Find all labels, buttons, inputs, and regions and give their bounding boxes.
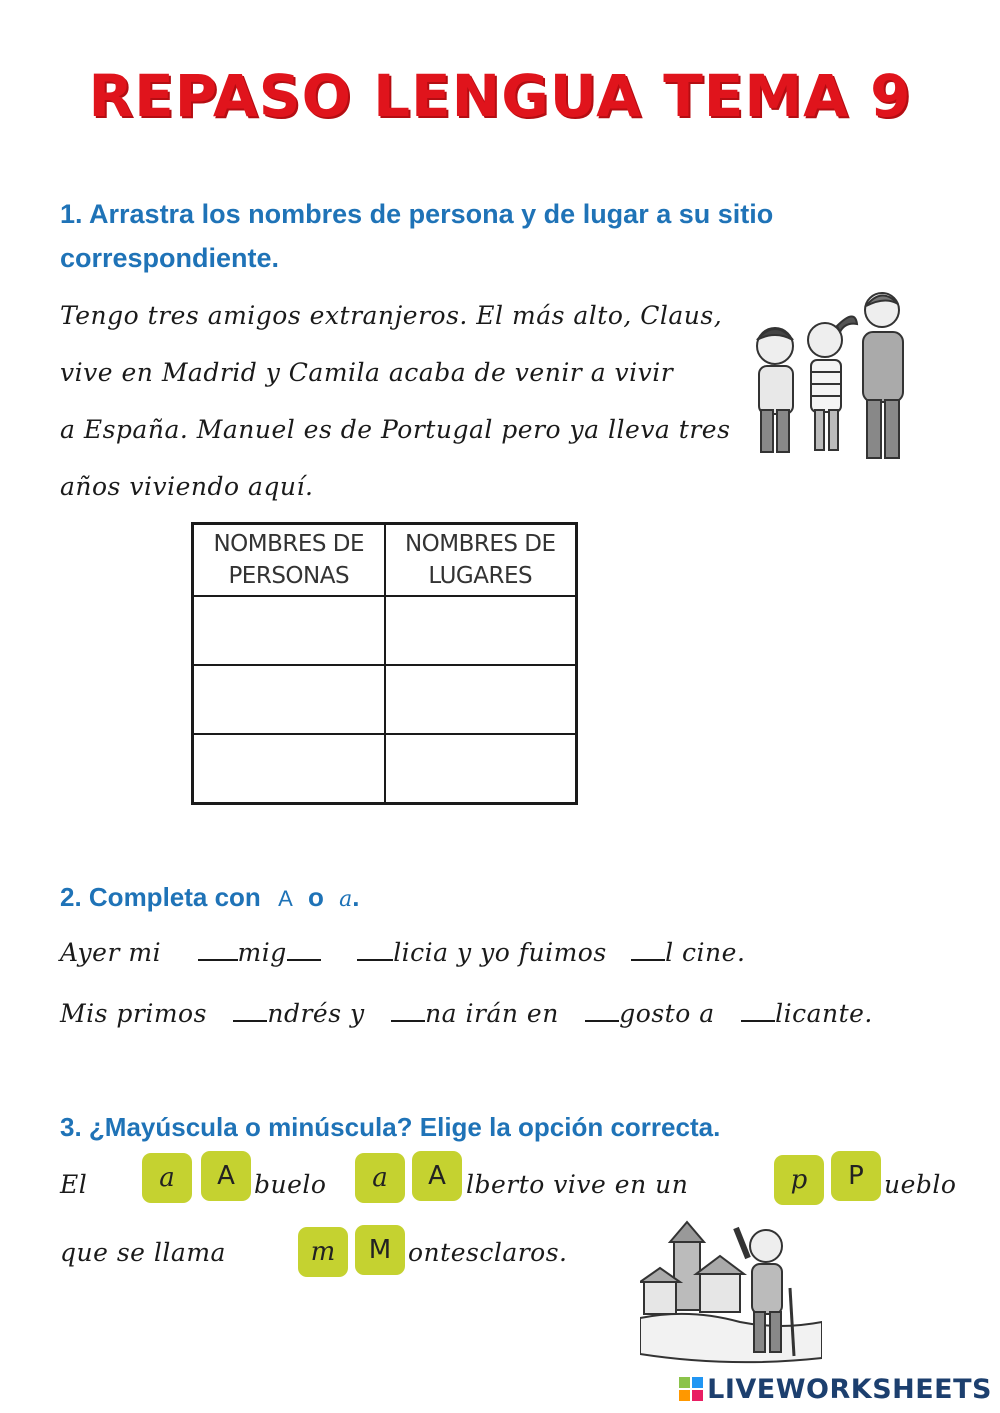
heading-text: 2. Completa con bbox=[60, 882, 261, 912]
choice-word: buelo bbox=[254, 1170, 327, 1199]
names-table bbox=[191, 522, 578, 805]
liveworksheets-logo bbox=[679, 1374, 992, 1405]
paragraph-line: vive en Madrid y Camila acaba de venir a vivir bbox=[60, 358, 674, 387]
blank-input[interactable] bbox=[198, 937, 238, 961]
drop-cell-persona[interactable] bbox=[193, 665, 385, 734]
choice-word: lberto vive en un bbox=[466, 1170, 689, 1199]
header-text: NOMBRES DE bbox=[213, 531, 365, 557]
connector-text: o bbox=[307, 882, 324, 912]
option-button-uppercase[interactable]: P bbox=[831, 1151, 881, 1201]
section1-heading-line1: 1. Arrastra los nombres de persona y de lugar a su sitio bbox=[60, 199, 774, 229]
sentence-text: na irán en bbox=[425, 999, 559, 1028]
column-header-lugares bbox=[385, 524, 577, 597]
sentence-text: licante. bbox=[775, 999, 873, 1028]
sentence-text: ndrés y bbox=[267, 999, 365, 1028]
heading-text: . bbox=[352, 882, 360, 912]
section1-heading-line2: correspondiente. bbox=[60, 243, 280, 273]
blank-input[interactable] bbox=[391, 998, 425, 1022]
paragraph-line: años viviendo aquí. bbox=[60, 472, 314, 501]
header-text: NOMBRES DE bbox=[404, 531, 556, 557]
brand-name: LIVEWORKSHEETS bbox=[707, 1374, 992, 1405]
table-row bbox=[193, 665, 577, 734]
option-button-lowercase[interactable]: a bbox=[142, 1153, 192, 1203]
option-lower-label: a bbox=[339, 887, 353, 912]
sentence-text: l cine. bbox=[665, 938, 746, 967]
blank-input[interactable] bbox=[741, 998, 775, 1022]
drop-cell-persona[interactable] bbox=[193, 596, 385, 665]
section1-paragraph bbox=[60, 287, 740, 515]
drop-cell-lugar[interactable] bbox=[385, 734, 577, 804]
choice-word: ontesclaros. bbox=[408, 1238, 568, 1267]
paragraph-line: Tengo tres amigos extranjeros. El más alto, Claus, bbox=[60, 301, 723, 330]
drop-cell-persona[interactable] bbox=[193, 734, 385, 804]
option-button-lowercase[interactable]: a bbox=[355, 1153, 405, 1203]
page-title: REPASO LENGUA TEMA 9 bbox=[88, 62, 912, 130]
section3-heading: 3. ¿Mayúscula o minúscula? Elige la opción correcta. bbox=[60, 1112, 721, 1142]
option-button-lowercase[interactable]: p bbox=[774, 1155, 824, 1205]
blank-input[interactable] bbox=[631, 937, 665, 961]
section2-heading bbox=[60, 875, 359, 922]
header-text: LUGARES bbox=[428, 563, 533, 589]
blank-input[interactable] bbox=[357, 937, 393, 961]
completion-line-2 bbox=[60, 998, 873, 1028]
blank-input[interactable] bbox=[233, 998, 267, 1022]
option-button-uppercase[interactable]: M bbox=[355, 1225, 405, 1275]
completion-line-1 bbox=[60, 937, 745, 967]
choice-word: El bbox=[60, 1170, 88, 1199]
choice-word: que se llama bbox=[60, 1238, 226, 1267]
choice-word: ueblo bbox=[884, 1170, 957, 1199]
drop-cell-lugar[interactable] bbox=[385, 665, 577, 734]
drop-cell-lugar[interactable] bbox=[385, 596, 577, 665]
three-children-illustration bbox=[745, 288, 920, 468]
sentence-text: Ayer mi bbox=[60, 938, 162, 967]
blank-input[interactable] bbox=[585, 998, 619, 1022]
sentence-text: licia y yo fuimos bbox=[393, 938, 607, 967]
option-button-lowercase[interactable]: m bbox=[298, 1227, 348, 1277]
grandfather-village-illustration bbox=[640, 1218, 822, 1368]
option-button-uppercase[interactable]: A bbox=[412, 1151, 462, 1201]
header-text: PERSONAS bbox=[228, 563, 350, 589]
paragraph-line: a España. Manuel es de Portugal pero ya lleva tres bbox=[60, 415, 731, 444]
table-row bbox=[193, 734, 577, 804]
sentence-text: gosto a bbox=[619, 999, 715, 1028]
liveworksheets-mark-icon bbox=[679, 1377, 703, 1401]
section1-heading bbox=[60, 192, 960, 280]
table-row bbox=[193, 596, 577, 665]
column-header-personas bbox=[193, 524, 385, 597]
option-button-uppercase[interactable]: A bbox=[201, 1151, 251, 1201]
sentence-text: mig bbox=[237, 938, 287, 967]
blank-input[interactable] bbox=[287, 937, 321, 961]
option-upper-label: A bbox=[278, 886, 293, 911]
sentence-text: Mis primos bbox=[60, 999, 207, 1028]
